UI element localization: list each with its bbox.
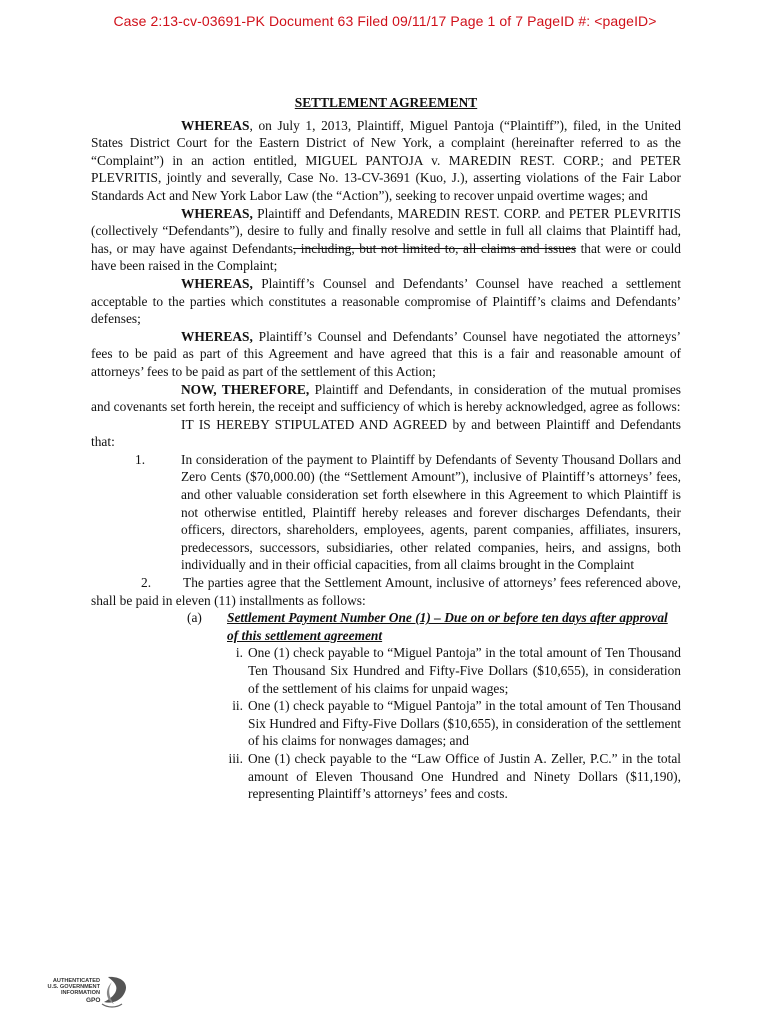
stipulation-intro: IT IS HEREBY STIPULATED AND AGREED by and between Plaintiff and Defendants that: bbox=[91, 416, 681, 450]
recital-5-lead: NOW, THEREFORE, bbox=[181, 381, 310, 397]
payment-item-i-text: One (1) check payable to “Miguel Pantoja” in the total amount of Ten Thousand Ten Thousand Six Hundred and Fifty-Five Dollars ($10,655), in consideration of the settlement of his claims for unpaid wages; bbox=[248, 645, 681, 696]
payment-item-ii-text: One (1) check payable to “Miguel Pantoja” in the total amount of Ten Thousand Six Hundred and Fifty-Five Dollars ($10,655), in consideration of the settlement of his claims for nonwages damages; and bbox=[248, 698, 681, 749]
section-2 bbox=[91, 574, 681, 609]
recital-3-text: Plaintiff’s Counsel and Defendants’ Counsel have reached a settlement acceptable to the parties which constitutes a reasonable compromise of Plaintiff’s claims and Defendants’ defenses; bbox=[91, 275, 681, 327]
gpo-line-3: INFORMATION bbox=[60, 990, 100, 997]
recital-2 bbox=[91, 205, 681, 275]
payment-item-ii-number: ii. bbox=[232, 698, 243, 714]
gpo-mark: GPO bbox=[86, 997, 101, 1004]
gpo-line-2: U.S. GOVERNMENT bbox=[47, 984, 100, 991]
payment-item-iii-number: iii. bbox=[228, 750, 243, 766]
page-title: SETTLEMENT AGREEMENT bbox=[294, 95, 478, 110]
payment-item-i-number: i. bbox=[235, 645, 243, 661]
subsection-a-label: (a) bbox=[187, 610, 202, 626]
recital-2-struck-text: , including, but not limited to, all claims and issues bbox=[292, 240, 577, 256]
section-1 bbox=[91, 451, 681, 574]
ecf-header-stamp: Case 2:13-cv-03691-PK Document 63 Filed 09/11/17 Page 1 of 7 PageID #: <pageID> bbox=[113, 13, 657, 29]
section-2-number: 2. bbox=[141, 575, 152, 591]
gpo-authentication-seal bbox=[42, 974, 132, 1014]
recital-5 bbox=[91, 381, 681, 416]
recital-2-text-end: that were or could have been raised in the Complaint; bbox=[91, 240, 681, 274]
subsection-a-title: Settlement Payment Number One (1) – Due on or before ten days after approval of this settlement agreement bbox=[227, 610, 668, 643]
gpo-line-1: AUTHENTICATED bbox=[52, 978, 100, 984]
recital-3 bbox=[91, 275, 681, 328]
subsection-a bbox=[91, 609, 681, 644]
recital-2-text: Plaintiff and Defendants, MAREDIN REST. CORP. and PETER PLEVRITIS (collectively “Defendants”), desire to fully and finally resolve and settle in full all claims that Plaintiff had, has, or may have against Defendants bbox=[91, 205, 681, 256]
recital-1-lead: WHEREAS bbox=[181, 117, 250, 133]
recital-4-text: Plaintiff’s Counsel and Defendants’ Counsel have negotiated the attorneys’ fees to be paid as part of this Agreement and have agreed that this is a fair and reasonable amount of attorneys’ fees to be paid as part of the settlement of this Action; bbox=[91, 328, 681, 379]
payment-item-ii bbox=[91, 697, 681, 750]
recital-1 bbox=[91, 117, 681, 205]
section-2-text: The parties agree that the Settlement Amount, inclusive of attorneys’ fees referenced above, shall be paid in eleven (11) installments as follows: bbox=[91, 575, 681, 608]
recital-1-text: , on July 1, 2013, Plaintiff, Miguel Pantoja (“Plaintiff”), filed, in the United States District Court for the Eastern District of New York, a complaint (hereinafter referred to as the “Complaint”) in an action entitled, MIGUEL PANTOJA v. MAREDIN REST. CORP.; and PETER PLEVRITIS, jointly and severally, Case No. 13-CV-3691 (Kuo, J.), asserting violations of the Fair Labor Standards Act and New York Labor Law (the “Action”), seeking to recover unpaid overtime wages; and bbox=[91, 117, 681, 203]
recital-4 bbox=[91, 328, 681, 381]
recital-3-lead: WHEREAS, bbox=[181, 275, 253, 291]
document-body bbox=[91, 94, 681, 803]
payment-item-iii bbox=[91, 750, 681, 803]
recital-4-lead: WHEREAS, bbox=[181, 328, 253, 344]
recital-5-text: Plaintiff and Defendants, in consideration of the mutual promises and covenants set forth herein, the receipt and sufficiency of which is hereby acknowledged, agree as follows: bbox=[91, 381, 682, 415]
payment-item-i bbox=[91, 644, 681, 697]
recital-2-lead: WHEREAS, bbox=[181, 205, 253, 221]
gpo-label bbox=[42, 978, 100, 997]
section-1-text: In consideration of the payment to Plaintiff by Defendants of Seventy Thousand Dollars and Zero Cents ($70,000.00) (the “Settlement Amount”), inclusive of Plaintiff’s attorneys’ fees, and other valuable consideration set forth elsewhere in this Agreement to which Plaintiff is not otherwise entitled, Plaintiff hereby releases and forever discharges Defendants, their officers, directors, shareholders, employees, agents, parent companies, affiliates, insurers, predecessors, successors, subsidiaries, other related companies, heirs, and assigns, both individually and in their official capacities, from all claims brought in the Complaint bbox=[181, 451, 681, 573]
section-1-number: 1. bbox=[135, 451, 146, 467]
payment-item-iii-text: One (1) check payable to the “Law Office of Justin A. Zeller, P.C.” in the total amount of Eleven Thousand One Hundred and Ninety Dollars ($11,190), representing Plaintiff’s attorneys’ fees and costs. bbox=[248, 750, 681, 802]
